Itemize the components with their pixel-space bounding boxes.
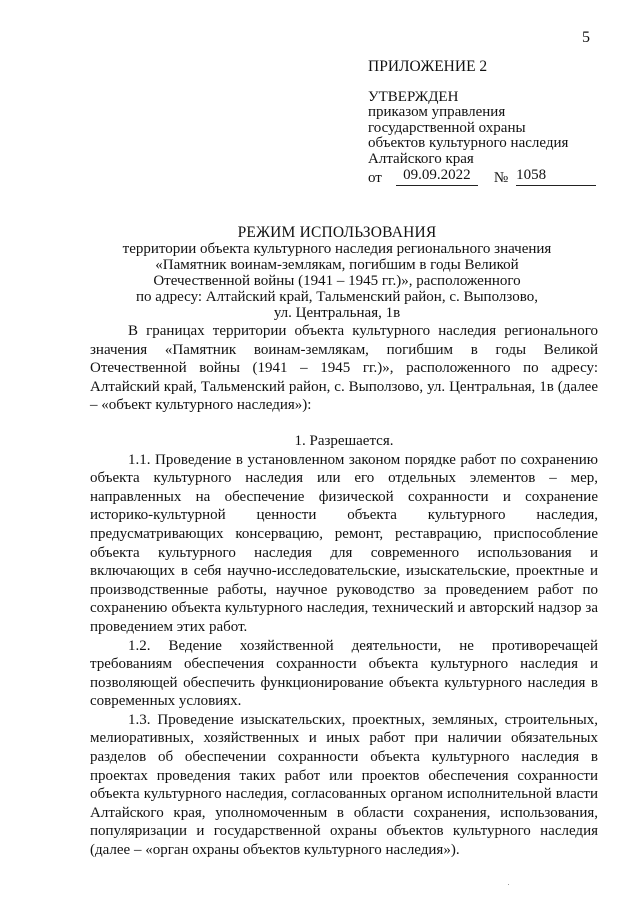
- section-heading: 1. Разрешается.: [294, 432, 394, 449]
- clause-1-1: 1.1. Проведение в установленном законом порядке работ по сохранению объекта культурного наследия или его отдельных элементов – мер, направленных на обеспечение физической сохранности и сохранение историко-культурной ценности объекта культурного наследия, предусматривающих консервацию, ремонт, реставрацию, приспособление объекта культурного наследия для современного использования и включающих в себя научно-исследовательские, изыскательские, проектные и производственные работы, научное руководство за проведением работ по сохранению объекта культурного наследия, технический и авторский надзор за проведением этих работ.: [90, 451, 598, 635]
- approval-line: Алтайского края: [368, 150, 474, 167]
- title-line: по адресу: Алтайский край, Тальменский район, с. Выползово,: [136, 289, 538, 305]
- number-prefix: №: [493, 169, 509, 186]
- title-line: территории объекта культурного наследия регионального значения: [122, 241, 552, 257]
- order-date-row: [368, 168, 618, 186]
- intro-paragraph: В границах территории объекта культурного наследия регионального значения «Памятник воинам-землякам, погибшим в годы Великой Отечественной войны (1941 – 1945 гг.)», расположенного по адресу: Алтайский край, Тальменский район, с. Выползово, ул. Центральная, 1в (далее – «объект культурного наследия»):: [90, 323, 598, 414]
- approved-label: УТВЕРЖДЕН: [368, 88, 459, 105]
- order-date: 09.09.2022: [396, 168, 478, 186]
- title-line: Отечественной войны (1941 – 1945 гг.)», расположенного: [153, 273, 521, 289]
- title-line: «Памятник воинам-землякам, погибшим в годы Великой: [155, 257, 519, 273]
- appendix-label: ПРИЛОЖЕНИЕ 2: [368, 58, 488, 75]
- order-number: 1058: [516, 168, 596, 186]
- document-body: [90, 322, 598, 860]
- approval-line: государственной охраны: [368, 119, 526, 136]
- clause-1-3: 1.3. Проведение изыскательских, проектных, земляных, строительных, мелиоративных, хозяйственных и иных работ при наличии обязательных разделов об обеспечении сохранности объекта культурного наследия в проектах проведения таких работ или проектов обеспечения сохранности объекта культурного наследия, согласованных органом исполнительной власти Алтайского края, уполномоченным в области сохранения, использования, популяризации и государственной охраны объектов культурного наследия (далее – «орган охраны объектов культурного наследия»).: [90, 711, 598, 859]
- document-title: [92, 225, 582, 321]
- scan-speck: [508, 884, 509, 885]
- title-main: РЕЖИМ ИСПОЛЬЗОВАНИЯ: [237, 224, 437, 241]
- approval-block: [368, 59, 618, 186]
- approval-line: приказом управления: [368, 104, 506, 120]
- date-prefix: от: [368, 169, 382, 186]
- title-line: ул. Центральная, 1в: [273, 305, 401, 321]
- page-number: 5: [582, 29, 590, 46]
- clause-1-2: 1.2. Ведение хозяйственной деятельности, не противоречащей требованиям обеспечения сохранности объекта культурного наследия и позволяющей обеспечить функционирование объекта культурного наследия в современных условиях.: [90, 637, 598, 710]
- approval-line: объектов культурного наследия: [368, 135, 569, 151]
